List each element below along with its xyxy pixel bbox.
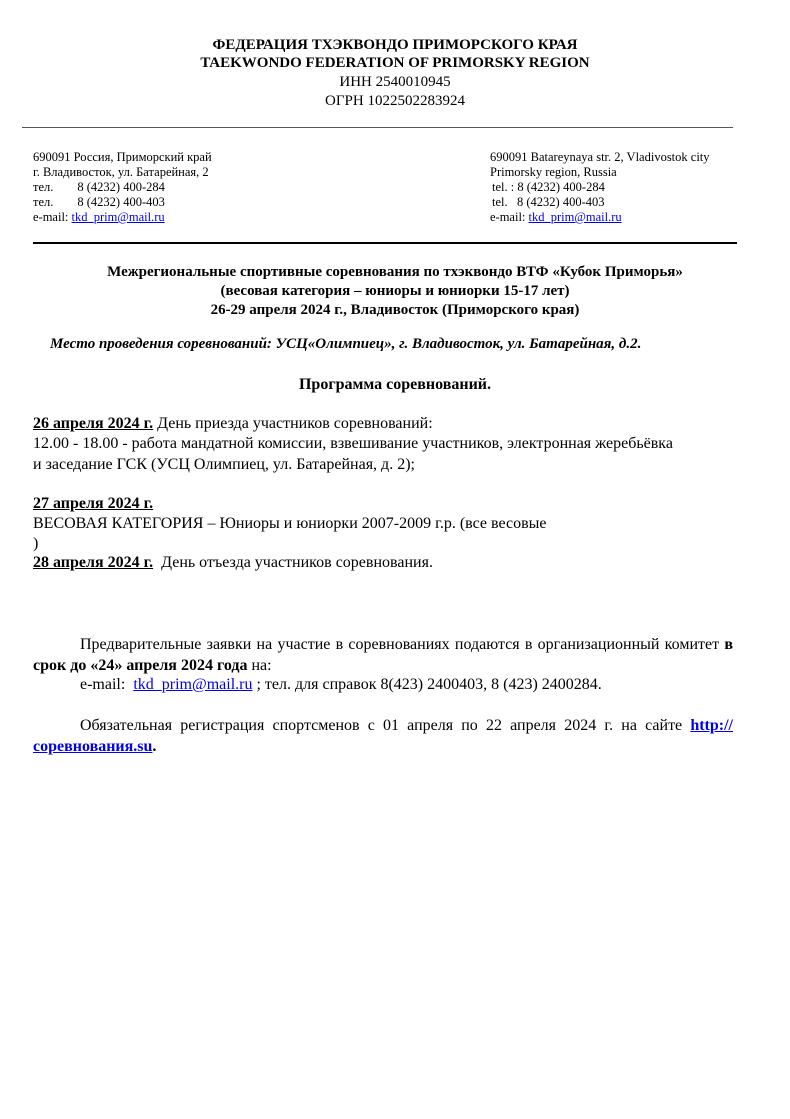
email-label: e-mail: [33, 210, 69, 224]
phone-value: 8 (4232) 400-403 [77, 195, 165, 209]
phone-en-1: tel. : 8 (4232) 400-284 [492, 180, 605, 194]
day2-date: 27 апреля 2024 г. [33, 495, 154, 512]
day1-line3: и заседание ГСК (УСЦ Олимпиец, ул. Батарейная, д. 2); [33, 456, 415, 473]
event-dates: 26-29 апреля 2024 г., Владивосток (Приморского края) [210, 302, 580, 318]
day3-date: 28 апреля 2024 г. [33, 554, 154, 571]
day1-text: День приезда участников соревнований: [153, 415, 433, 432]
phone-ru-2 [33, 195, 165, 210]
event-venue: Место проведения соревнований: УСЦ«Олимпиец», г. Владивосток, ул. Батарейная, д.2. [50, 336, 642, 352]
email-en [490, 210, 622, 225]
registration-link[interactable]: http://соревнования.su [33, 717, 733, 755]
applications-paragraph: Предварительные заявки на участие в соревнованиях подаются в организационный комитет в срок до «24» апреля 2024 года на: [33, 636, 733, 674]
address-ru-line1: 690091 Россия, Приморский край [33, 150, 212, 164]
org-name-ru: ФЕДЕРАЦИЯ ТХЭКВОНДО ПРИМОРСКОГО КРАЯ [212, 37, 578, 53]
program-heading: Программа соревнований. [298, 376, 492, 393]
email-ru [33, 210, 165, 225]
address-en-line2: Primorsky region, Russia [490, 165, 617, 179]
phone-label: тел. [33, 195, 54, 209]
day2-line1: ВЕСОВАЯ КАТЕГОРИЯ – Юниоры и юниорки 2007-2009 г.р. (все весовые [33, 515, 547, 532]
day1-line2: 12.00 - 18.00 - работа мандатной комиссии, взвешивание участников, электронная жеребьёвка [33, 435, 673, 452]
event-category: (весовая категория – юниоры и юниорки 15-17 лет) [220, 283, 570, 299]
day3-text: День отъезда участников соревнования. [153, 554, 433, 571]
ogrn: ОГРН 1022502283924 [325, 93, 465, 109]
applications-contacts: e-mail: tkd_prim@mail.ru ; тел. для справок 8(423) 2400403, 8 (423) 2400284. [80, 676, 602, 693]
event-title: Межрегиональные спортивные соревнования по тхэквондо ВТФ «Кубок Приморья» [107, 264, 683, 280]
phone-ru-1 [33, 180, 165, 195]
address-ru-line2: г. Владивосток, ул. Батарейная, 2 [33, 165, 209, 179]
address-en-line1: 690091 Batareynaya str. 2, Vladivostok city [490, 150, 710, 164]
email-link-en[interactable]: tkd_prim@mail.ru [528, 210, 622, 224]
inn: ИНН 2540010945 [339, 74, 451, 90]
phone-en-2: tel. 8 (4232) 400-403 [492, 195, 605, 209]
day1-date: 26 апреля 2024 г. [33, 415, 154, 432]
org-name-en: TAEKWONDO FEDERATION OF PRIMORSKY REGION [200, 55, 590, 71]
contacts-divider [33, 242, 737, 244]
deadline: в срок до «24» апреля 2024 года [33, 636, 733, 674]
email-link-ru[interactable]: tkd_prim@mail.ru [71, 210, 165, 224]
phone-value: 8 (4232) 400-284 [77, 180, 165, 194]
email-label: e-mail: [490, 210, 526, 224]
phone-label: тел. [33, 180, 54, 194]
header-divider [22, 127, 733, 128]
day1-line1 [33, 414, 433, 433]
applications-email-link[interactable]: tkd_prim@mail.ru [133, 676, 253, 693]
day3-line [33, 553, 433, 572]
registration-paragraph: Обязательная регистрация спортсменов с 01 апреля по 22 апреля 2024 г. на сайте http://соревнования.su. [33, 717, 733, 755]
day2-line2: ) [33, 535, 39, 552]
